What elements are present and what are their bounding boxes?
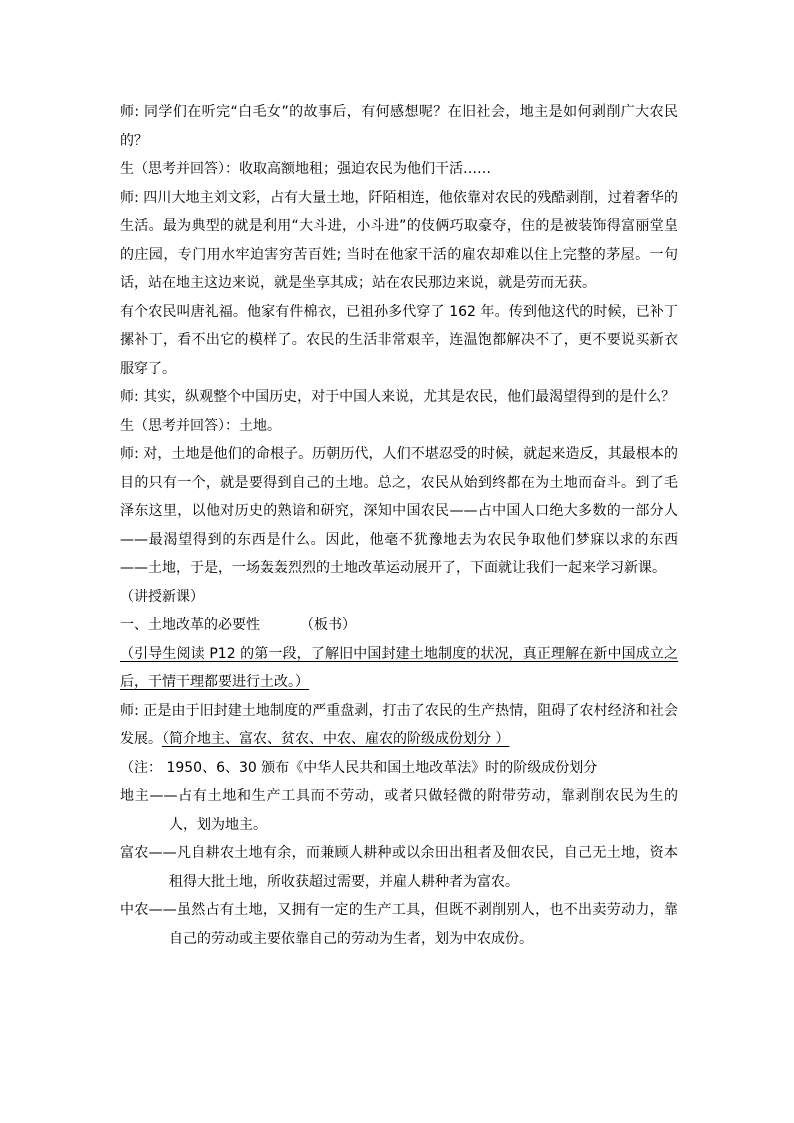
definition-landlord: 地主——占有土地和生产工具而不劳动，或者只做轻微的附带劳动，靠剥削农民为生的人，划为地主。 bbox=[120, 788, 678, 833]
paragraph-tang-lifu: 有个农民叫唐礼福。他家有件棉衣，已祖孙多代穿了 162 年。传到他这代的时候，已补丁摞补丁，看不出它的模样了。农民的生活非常艰辛，连温饱都解决不了，更不要说买新衣服穿了。 bbox=[120, 303, 678, 377]
paragraph-teacher-history: 师: 其实，纵观整个中国历史，对于中国人来说，尤其是农民，他们最渴望得到的是什么？ bbox=[120, 389, 676, 405]
reading-guide: （引导生阅读 P12 的第一段，了解旧中国封建土地制度的状况，真正理解在新中国成立之后，干情干理都要进行土改。） bbox=[120, 645, 678, 690]
paragraph-teacher-explanation bbox=[120, 697, 678, 754]
teacher-explanation-text: 师: 正是由于旧封建土地制度的严重盘剥，打击了农民的生产热情，阻碍了农村经济和社会发展。 bbox=[120, 702, 678, 747]
paragraph-new-lesson: （讲授新课） bbox=[120, 588, 204, 605]
paragraph-student-answer: 生（思考并回答）：收取高额地租；强迫农民为他们干活…… bbox=[120, 161, 491, 177]
paragraph-teacher-land-reform: 师: 对，土地是他们的命根子。历朝历代，人们不堪忍受的时候，就起来造反，其最根本的目的只有一个，就是要得到自己的土地。总之，农民从始到终都在为土地而奋斗。到了毛泽东这里，以他对历史的熟谙和研究，深知中国农民——占中国人口绝大多数的一部分人——最渴望得到的东西是什么。因此，他毫不犹豫地去为农民争取他们梦寐以求的东西——土地，于是，一场轰轰烈烈的土地改革运动展开了，下面就让我们一起来学习新课。 bbox=[120, 446, 678, 576]
paragraph-teacher-question: 师: 同学们在听完“白毛女”的故事后，有何感想呢？在旧社会，地主是如何剥削广大农民的？ bbox=[120, 104, 678, 149]
law-note: （注： 1950、6、30 颁布《中华人民共和国土地改革法》时的阶级成份划分 bbox=[120, 759, 598, 776]
class-division-note: （简介地主、富农、贫农、中农、雇农的阶级成份划分 ） bbox=[162, 731, 510, 747]
definition-middle-peasant: 中农——虽然占有土地，又拥有一定的生产工具，但既不剥削别人，也不出卖劳动力，靠自己的劳动或主要依靠自己的劳动为生者，划为中农成份。 bbox=[120, 902, 678, 947]
paragraph-liu-wencai: 师: 四川大地主刘文彩，占有大量土地，阡陌相连，他依靠对农民的残酷剥削，过着奢华的生活。最为典型的就是利用“大斗进，小斗进”的伎俩巧取豪夺，住的是被装饰得富丽堂皇的庄园，专门用水牢迫害穷苦百姓; 当时在他家干活的雇农却难以住上完整的茅屋。一句话，站在地主这边来说，就是坐享其成；站在农民那边来说，就是劳而无获。 bbox=[120, 189, 678, 291]
paragraph-student-land: 生（思考并回答）：土地。 bbox=[120, 417, 281, 434]
definition-rich-peasant: 富农——凡自耕农土地有余，而兼顾人耕种或以余田出租者及佃农民，自己无土地，资本租得大批土地，所收获超过需要，并雇人耕种者为富农。 bbox=[120, 845, 678, 890]
board-note: （板书） bbox=[300, 617, 356, 633]
section-heading: 一、土地改革的必要性 bbox=[120, 617, 260, 633]
section-heading-line bbox=[120, 611, 678, 640]
document-body bbox=[120, 98, 678, 953]
